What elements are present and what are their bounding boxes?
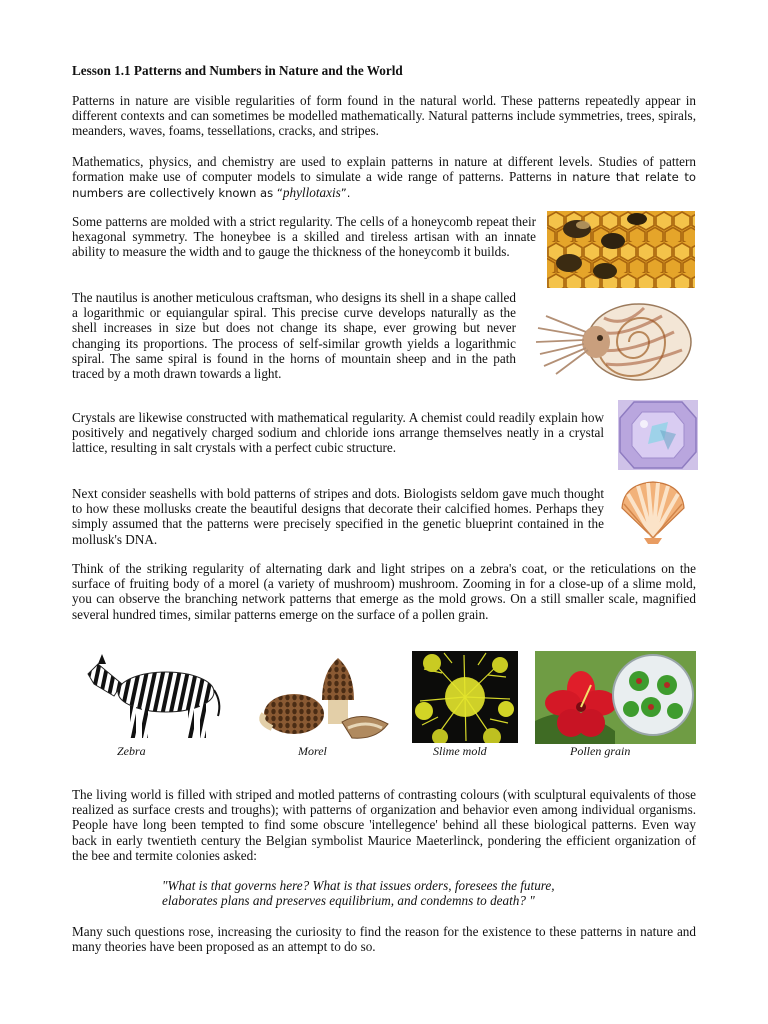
quote-line-2: elaborates plans and preserves equilibrium, and condemns to death? " [162, 893, 535, 909]
paragraph-crystals-text: Crystals are likewise constructed with mathematical regularity. A chemist could readily explain how positively and negatively charged sodium and chloride ions arrange themselves neatly in a crystal lattice, resulting in salt crystals with a perfect cubic structure. [72, 410, 604, 456]
nautilus-image [534, 298, 696, 386]
paragraph-crystals [72, 410, 696, 456]
paragraph-conclusion: Many such questions rose, increasing the curiosity to find the reason for the existence to these patterns in nature and many theories have been proposed as an attempt to do so. [72, 924, 696, 955]
slime-mold-image [412, 651, 518, 743]
maeterlinck-quote [162, 878, 642, 908]
paragraph-intro: Patterns in nature are visible regularities of form found in the natural world. These patterns repeatedly appear in different contexts and can sometimes be modelled mathematically. Natural patterns include symmetries, trees, spirals, meanders, waves, foams, tessellations, cracks, and stripes. [72, 93, 696, 139]
pollen-grain-image [535, 651, 696, 744]
paragraph-mathematics-part1: Mathematics, physics, and chemistry are used to explain patterns in nature at different levels. Studies of pattern formation make use of computer models to simulate a wide range of patterns. Patterns in [72, 154, 696, 185]
paragraph-nautilus: The nautilus is another meticulous craftsman, who designs its shell in a shape called a logarithmic or equiangular spiral. This precise curve develops naturally as the shell increases in size but does not change its shape, ever growing but never changing its proportions. The process of self-similar growth yields a logarithmic spiral. The same spiral is found in the horns of mountain sheep and in the path traced by a moth drawn towards a light. [72, 290, 516, 382]
caption-slime-mold: Slime mold [433, 744, 487, 758]
paragraph-mathematics [72, 154, 696, 202]
crystal-image [618, 400, 698, 470]
paragraph-honeycomb: Some patterns are molded with a strict regularity. The cells of a honeycomb repeat their hexagonal symmetry. The honeybee is a skilled and tireless artisan with an innate ability to measure the width and to gauge the thickness of the honeycomb it builds. [72, 214, 536, 260]
paragraph-seashells: Next consider seashells with bold patterns of stripes and dots. Biologists seldom gave much thought to how these mollusks create the beautiful designs that decorate their calcified homes. Perhaps they simply assumed that the patterns were precisely specified in the genetic blueprint contained in the mollusk's DNA. [72, 486, 604, 547]
paragraph-mathematics-part2: nature that relate to numbers are collectively known as “ [72, 170, 696, 201]
phyllotaxis-term: phyllotaxis [282, 185, 341, 201]
lesson-title: Lesson 1.1 Patterns and Numbers in Nature and the World [72, 63, 403, 78]
caption-pollen-grain: Pollen grain [570, 744, 631, 758]
honeycomb-image [547, 211, 695, 288]
seashell-image [616, 478, 690, 546]
paragraph-living-world: The living world is filled with striped and motled patterns of contrasting colours (with sculptural equivalents of those realized as surface crests and troughs); with patterns of organization and behavior even among individual organisms. People have long been tempted to find some obscure 'intellegence' behind all these biological patterns. Even way back in early twentieth century the Belgian symbolist Maurice Maeterlinck, pondering the efficient organization of the bee and termite colonies asked: [72, 787, 696, 863]
caption-morel: Morel [298, 744, 327, 758]
quote-line-1: "What is that governs here? What is that issues orders, foresees the future, [162, 878, 555, 893]
morel-image [256, 652, 396, 744]
paragraph-zebra-morel: Think of the striking regularity of alternating dark and light stripes on a zebra's coat, or the reticulations on the surface of fruiting body of a morel (a variety of mushroom) mushroom. Zooming in for a close-up of a slime mold, you can observe the branching network patterns that emerge as the mold grows. On a still smaller scale, magnified several hundred times, similar patterns emerge on the surface of a pollen grain. [72, 561, 696, 622]
zebra-image [84, 650, 226, 742]
paragraph-mathematics-part3: ”. [340, 186, 351, 201]
caption-zebra: Zebra [117, 744, 146, 758]
